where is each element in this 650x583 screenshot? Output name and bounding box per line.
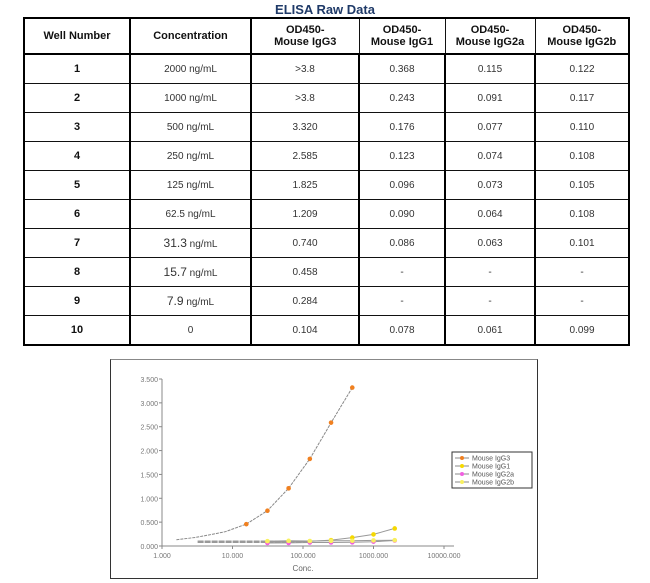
legend-label: Mouse IgG1 [472,463,511,471]
column-header-label: Mouse IgG3 [274,36,337,48]
od450-igg2a-cell: 0.063 [445,229,535,258]
column-header [130,18,251,54]
od450-igg2b-cell: 0.117 [535,84,629,113]
y-tick-label: 1.500 [140,472,158,480]
od450-igg1-cell: 0.243 [359,84,445,113]
column-header-label: Well Number [43,30,111,42]
data-point [329,420,334,425]
data-point [392,526,397,531]
column-header-label: Mouse IgG2b [547,36,617,48]
well-number-cell: 1 [24,54,130,84]
column-header [24,18,130,54]
od450-igg1-cell: 0.123 [359,142,445,171]
table-row [24,142,629,171]
well-number-cell: 7 [24,229,130,258]
well-number-cell: 9 [24,287,130,316]
legend-marker [460,456,464,460]
legend-marker [460,480,464,484]
od450-igg2b-cell: 0.105 [535,171,629,200]
od450-igg2b-cell: 0.101 [535,229,629,258]
od450-igg2a-cell: 0.061 [445,316,535,346]
od450-igg2a-cell: 0.073 [445,171,535,200]
x-tick-label: 1000.000 [358,553,389,560]
data-point [286,486,291,491]
od450-igg1-cell: 0.090 [359,200,445,229]
od450-igg2b-cell: 0.099 [535,316,629,346]
well-number-cell: 4 [24,142,130,171]
chart-panel [110,359,538,579]
od450-igg2b-cell: - [535,258,629,287]
y-tick-label: 1.000 [140,496,158,504]
well-number-cell: 2 [24,84,130,113]
data-point [392,538,397,543]
concentration-unit: ng/mL [183,297,215,308]
od450-igg1-cell: 0.176 [359,113,445,142]
x-tick-label: 1.000 [153,553,171,560]
data-point [350,385,355,390]
well-number-cell: 5 [24,171,130,200]
elisa-raw-data-table [23,17,630,346]
x-axis-label: Conc. [292,564,314,573]
table-row [24,258,629,287]
data-point [329,539,334,544]
y-tick-label: 3.000 [140,400,158,408]
od450-igg1-cell: - [359,258,445,287]
table-row [24,287,629,316]
well-number-cell: 6 [24,200,130,229]
od450-igg2a-cell: 0.064 [445,200,535,229]
od450-igg3-cell: 2.585 [251,142,359,171]
y-tick-label: 3.500 [140,377,158,384]
column-header-label: OD450- [382,24,422,36]
well-number-cell: 3 [24,113,130,142]
column-header-label: Concentration [153,30,228,42]
concentration-unit: ng/mL [186,239,218,250]
data-point [371,538,376,543]
concentration-cell [130,229,251,258]
table-header-row [24,18,629,54]
concentration-cell: 250 ng/mL [130,142,251,171]
concentration-cell [130,258,251,287]
od450-igg2a-cell: - [445,258,535,287]
column-header [445,18,535,54]
data-point [308,539,313,544]
concentration-cell: 125 ng/mL [130,171,251,200]
data-point [265,539,270,544]
od450-igg3-cell: 0.104 [251,316,359,346]
od450-igg3-cell: 0.740 [251,229,359,258]
data-point [265,508,270,513]
table-row [24,229,629,258]
legend-label: Mouse IgG2a [472,471,515,479]
od450-igg2b-cell: 0.108 [535,142,629,171]
well-number-cell: 8 [24,258,130,287]
concentration-cell: 2000 ng/mL [130,54,251,84]
od450-igg3-cell: 0.284 [251,287,359,316]
concentration-cell [130,287,251,316]
od450-igg3-cell: 0.458 [251,258,359,287]
column-header-label: OD450- [562,24,602,36]
column-header-label: OD450- [285,24,325,36]
table-row [24,113,629,142]
concentration-cell: 500 ng/mL [130,113,251,142]
data-point [244,522,249,527]
y-tick-label: 0.500 [140,520,158,528]
concentration-value: 15.7 [163,265,187,279]
od450-igg2a-cell: 0.077 [445,113,535,142]
data-point [286,539,291,544]
od450-igg2b-cell: 0.110 [535,113,629,142]
concentration-cell: 1000 ng/mL [130,84,251,113]
data-point [350,538,355,543]
concentration-value: 31.3 [163,236,187,250]
column-header [359,18,445,54]
od450-igg2a-cell: 0.074 [445,142,535,171]
od450-igg3-cell: >3.8 [251,54,359,84]
concentration-cell: 0 [130,316,251,346]
page-title: ELISA Raw Data [275,2,375,17]
table-row [24,200,629,229]
data-point [308,457,313,462]
od450-igg2b-cell: 0.122 [535,54,629,84]
y-tick-label: 2.000 [140,448,158,456]
table-row [24,84,629,113]
od450-igg2a-cell: - [445,287,535,316]
data-point [371,532,376,537]
od450-igg2b-cell: - [535,287,629,316]
table-row [24,171,629,200]
table-row [24,54,629,84]
od450-igg2a-cell: 0.091 [445,84,535,113]
od450-igg3-cell: 1.209 [251,200,359,229]
od450-igg1-cell: 0.368 [359,54,445,84]
legend-label: Mouse IgG2b [472,479,515,487]
legend-marker [460,464,464,468]
table-body [24,54,629,345]
x-tick-label: 10000.000 [427,553,461,560]
od450-igg1-cell: 0.096 [359,171,445,200]
column-header [251,18,359,54]
legend-marker [460,472,464,476]
concentration-cell: 62.5 ng/mL [130,200,251,229]
table-row [24,316,629,346]
od450-igg1-cell: 0.078 [359,316,445,346]
od450-igg1-cell: 0.086 [359,229,445,258]
x-tick-label: 10.000 [221,553,244,560]
column-header-label: Mouse IgG2a [455,36,525,48]
well-number-cell: 10 [24,316,130,346]
column-header [535,18,629,54]
y-tick-label: 2.500 [140,424,158,432]
standard-curve-chart [111,360,537,578]
column-header-label: Mouse IgG1 [370,36,434,48]
igg3-fit-curve [176,388,352,540]
y-tick-label: 0.000 [140,544,158,551]
od450-igg3-cell: 3.320 [251,113,359,142]
od450-igg2a-cell: 0.115 [445,54,535,84]
od450-igg2b-cell: 0.108 [535,200,629,229]
od450-igg1-cell: - [359,287,445,316]
od450-igg3-cell: 1.825 [251,171,359,200]
x-tick-label: 100.000 [290,553,316,560]
concentration-unit: ng/mL [186,268,218,279]
legend-label: Mouse IgG3 [472,455,511,463]
column-header-label: OD450- [470,24,510,36]
od450-igg3-cell: >3.8 [251,84,359,113]
concentration-value: 7.9 [166,294,184,308]
